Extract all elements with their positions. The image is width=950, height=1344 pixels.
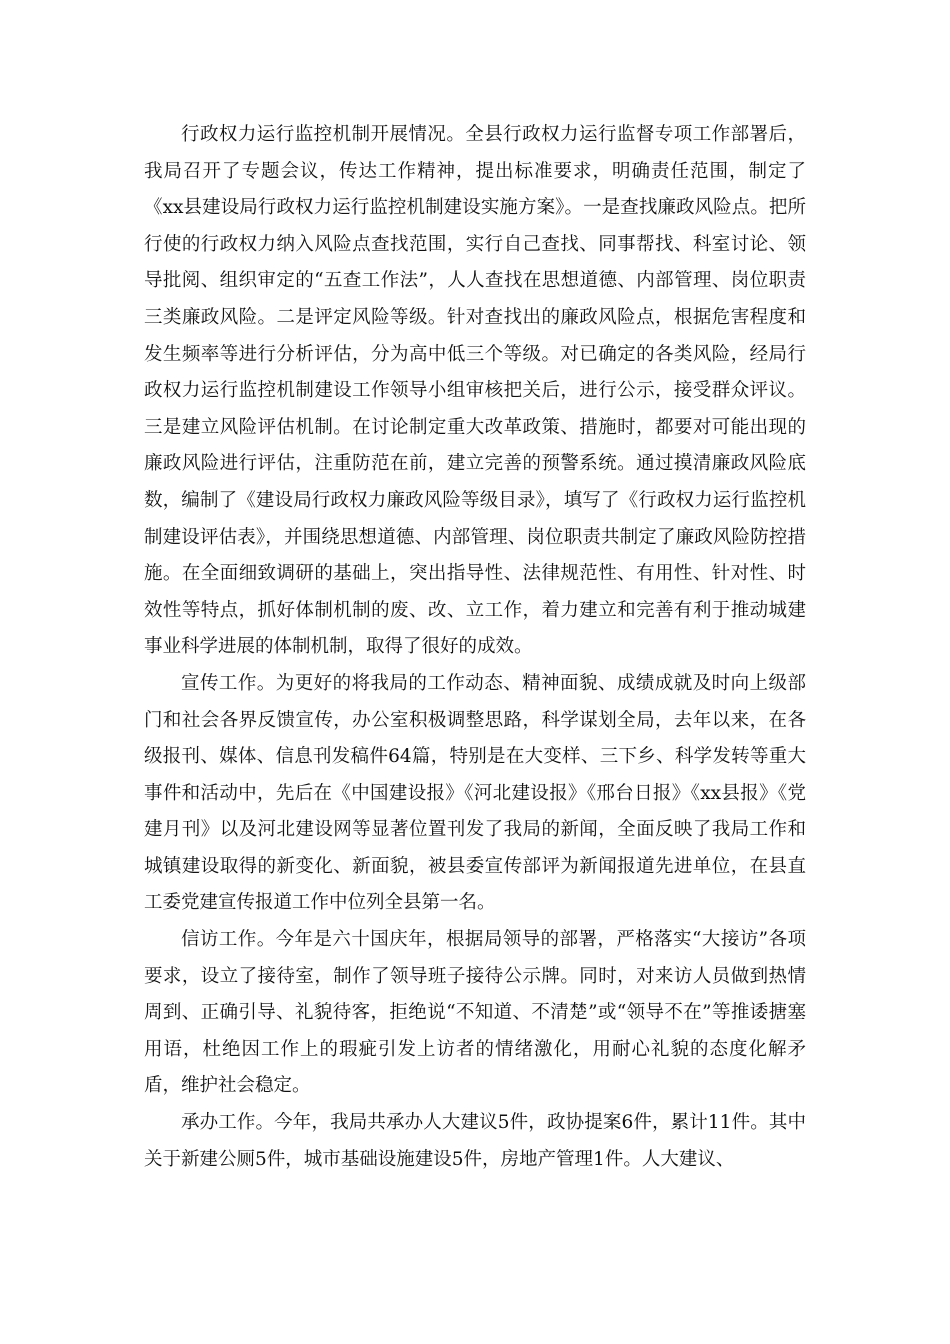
paragraph-publicity-work: 宣传工作。为更好的将我局的工作动态、精神面貌、成绩成就及时向上级部门和社会各界反馈宣传，办公室积极调整思路，科学谋划全局，去年以来，在各级报刊、媒体、信息刊发稿件64篇，特别是在大变样、三下乡、科学发转等重大事件和活动中，先后在《中国建设报》《河北建设报》《邢台日报》《xx县报》《党建月刊》以及河北建设网等显著位置刊发了我局的新闻，全面反映了我局工作和城镇建设取得的新变化、新面貌，被县委宣传部评为新闻报道先进单位，在县直工委党建宣传报道工作中位列全县第一名。 [144, 672, 806, 914]
paragraph-handling-work: 承办工作。今年，我局共承办人大建议5件，政协提案6件，累计11件。其中关于新建公厕5件，城市基础设施建设5件，房地产管理1件。人大建议、 [144, 1112, 806, 1170]
paragraph-petition-work: 信访工作。今年是六十国庆年，根据局领导的部署，严格落实“大接访”各项要求，设立了接待室，制作了领导班子接待公示牌。同时，对来访人员做到热情周到、正确引导、礼貌待客，拒绝说“不知道、不清楚”或“领导不在”等推诿搪塞用语，杜绝因工作上的瑕疵引发上访者的情绪激化，用耐心礼貌的态度化解矛盾，维护社会稳定。 [144, 929, 806, 1097]
document-body [144, 117, 806, 1178]
paragraph-admin-power-monitoring: 行政权力运行监控机制开展情况。全县行政权力运行监督专项工作部署后，我局召开了专题会议，传达工作精神，提出标准要求，明确责任范围，制定了《xx县建设局行政权力运行监控机制建设实施方案》。一是查找廉政风险点。把所行使的行政权力纳入风险点查找范围，实行自己查找、同事帮找、科室讨论、领导批阅、组织审定的“五查工作法”，人人查找在思想道德、内部管理、岗位职责三类廉政风险。二是评定风险等级。针对查找出的廉政风险点，根据危害程度和发生频率等进行分析评估，分为高中低三个等级。对已确定的各类风险，经局行政权力运行监控机制建设工作领导小组审核把关后，进行公示，接受群众评议。三是建立风险评估机制。在讨论制定重大改革政策、措施时，都要对可能出现的廉政风险进行评估，注重防范在前，建立完善的预警系统。通过摸清廉政风险底数，编制了《建设局行政权力廉政风险等级目录》，填写了《行政权力运行监控机制建设评估表》，并围绕思想道德、内部管理、岗位职责共制定了廉政风险防控措施。在全面细致调研的基础上，突出指导性、法律规范性、有用性、针对性、时效性等特点，抓好体制机制的废、改、立工作，着力建立和完善有利于推动城建事业科学进展的体制机制，取得了很好的成效。 [144, 124, 806, 658]
